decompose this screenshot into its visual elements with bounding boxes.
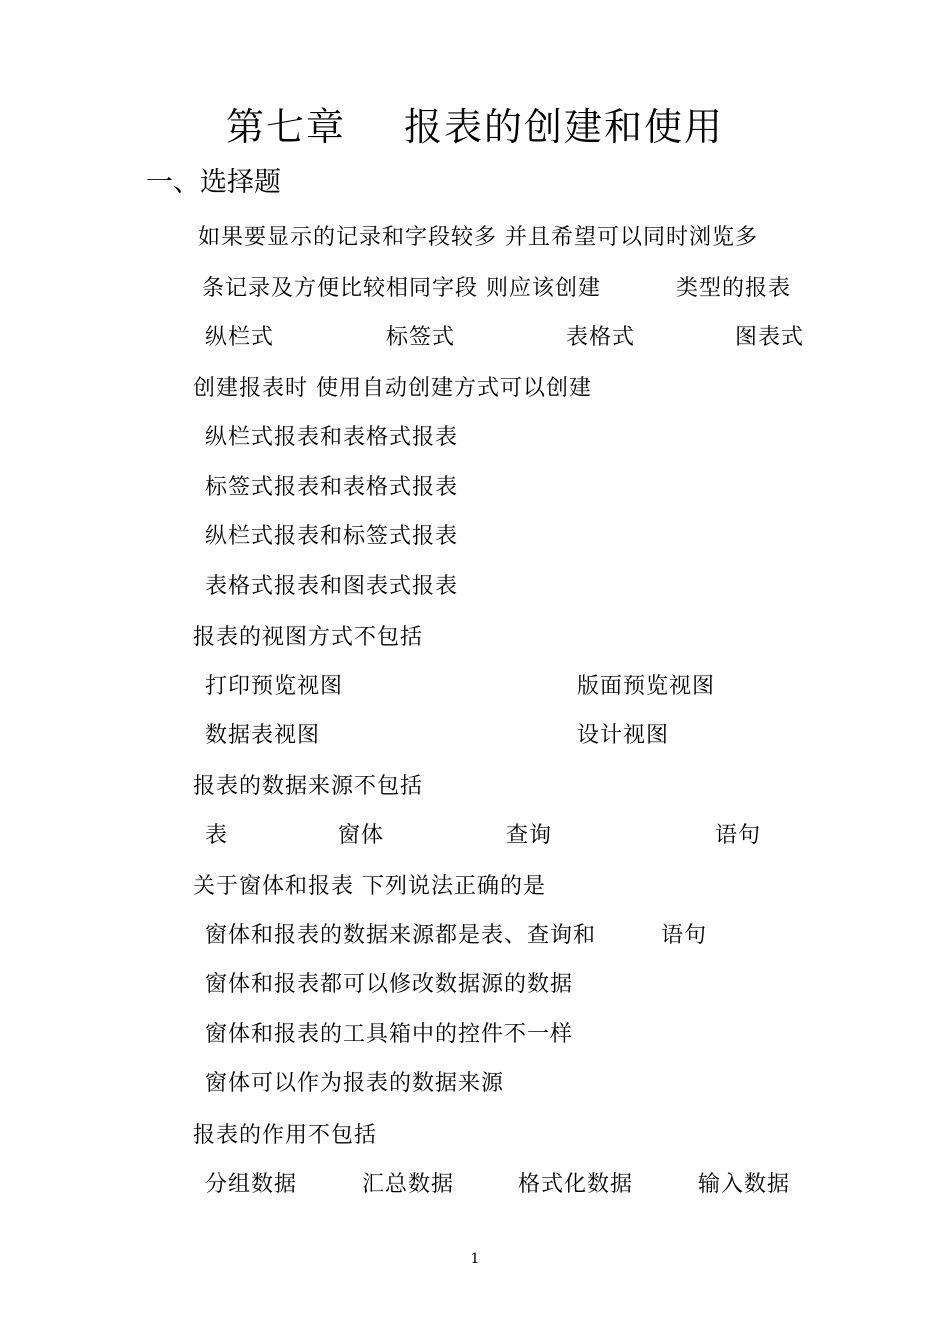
question-2-option-d: 表格式报表和图表式报表 [205, 574, 459, 599]
question-3-option-d: 设计视图 [577, 723, 670, 748]
question-1-line-2: 条记录及方便比较相同字段 则应该创建 [202, 276, 601, 301]
question-6-stem: 报表的作用不包括 [193, 1123, 378, 1148]
question-1-option-c: 表格式 [566, 325, 636, 350]
question-1-line-1: 如果要显示的记录和字段较多 并且希望可以同时浏览多 [198, 225, 758, 250]
question-5-option-c: 窗体和报表的工具箱中的控件不一样 [205, 1022, 574, 1047]
question-6-option-a: 分组数据 [205, 1172, 298, 1197]
question-4-option-a: 表 [205, 823, 229, 848]
question-5-option-a-tail: 语句 [661, 923, 708, 948]
question-4-option-c: 查询 [506, 823, 553, 848]
question-4-stem: 报表的数据来源不包括 [193, 774, 424, 799]
question-6-option-d: 输入数据 [698, 1172, 791, 1197]
question-2-option-b: 标签式报表和表格式报表 [205, 475, 459, 500]
question-3-stem: 报表的视图方式不包括 [193, 625, 424, 650]
question-5-option-a: 窗体和报表的数据来源都是表、查询和 [205, 923, 597, 948]
chapter-number: 第七章 [225, 105, 346, 149]
question-4-option-d: 语句 [715, 823, 762, 848]
question-5-stem: 关于窗体和报表 下列说法正确的是 [193, 874, 546, 899]
chapter-title [0, 96, 950, 151]
question-5-option-d: 窗体可以作为报表的数据来源 [205, 1071, 505, 1096]
question-3-option-c: 数据表视图 [205, 723, 321, 748]
question-3-option-b: 版面预览视图 [577, 674, 716, 699]
question-2-option-a: 纵栏式报表和表格式报表 [205, 425, 459, 450]
page-number: 1 [470, 1251, 480, 1267]
chapter-name: 报表的创建和使用 [404, 105, 725, 149]
question-2-stem: 创建报表时 使用自动创建方式可以创建 [193, 376, 592, 401]
question-1-option-a: 纵栏式 [205, 325, 275, 350]
question-6-option-c: 格式化数据 [518, 1172, 634, 1197]
question-4-option-b: 窗体 [338, 823, 385, 848]
question-1-line-2-tail: 类型的报表 [676, 276, 792, 301]
question-3-option-a: 打印预览视图 [205, 674, 344, 699]
question-1-option-d: 图表式 [735, 325, 805, 350]
question-2-option-c: 纵栏式报表和标签式报表 [205, 524, 459, 549]
question-6-option-b: 汇总数据 [362, 1172, 455, 1197]
question-5-option-b: 窗体和报表都可以修改数据源的数据 [205, 972, 574, 997]
question-1-option-b: 标签式 [386, 325, 456, 350]
section-heading: 一、选择题 [146, 167, 281, 198]
